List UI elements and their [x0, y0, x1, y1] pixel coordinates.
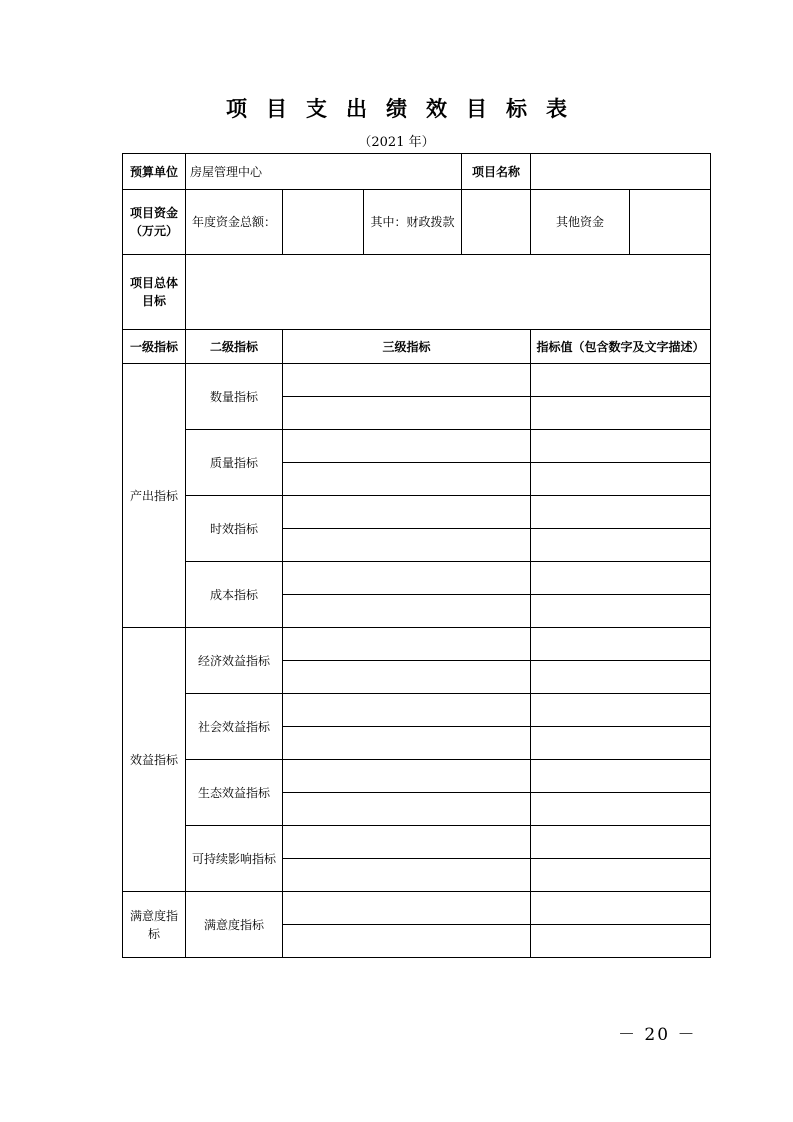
document-year: （2021 年）	[358, 135, 435, 150]
indicator-row	[123, 694, 711, 727]
indicator-row	[123, 892, 711, 925]
level2-indicator: 社会效益指标	[186, 694, 283, 760]
annual-total-label: 年度资金总额：	[186, 190, 283, 255]
level3-indicator-cell	[283, 793, 531, 826]
indicator-value-cell	[531, 859, 711, 892]
level3-indicator-cell	[283, 661, 531, 694]
level3-indicator-cell	[283, 496, 531, 529]
row-goal	[123, 255, 711, 330]
level3-indicator-cell	[283, 529, 531, 562]
level3-indicator-cell	[283, 595, 531, 628]
level1-indicator: 效益指标	[123, 628, 186, 892]
performance-goal-table	[122, 153, 711, 958]
level3-indicator-cell	[283, 694, 531, 727]
other-label: 其他资金	[531, 190, 630, 255]
level3-indicator-cell	[283, 859, 531, 892]
indicator-value-cell	[531, 694, 711, 727]
level1-indicator: 满意度指标	[123, 892, 186, 958]
other-value	[630, 190, 711, 255]
level3-indicator-cell	[283, 925, 531, 958]
goal-value	[186, 255, 711, 330]
project-name-value	[531, 154, 711, 190]
indicator-value-cell	[531, 463, 711, 496]
col-value-header: 指标值（包含数字及文字描述）	[531, 330, 711, 364]
indicator-row	[123, 496, 711, 529]
indicator-value-cell	[531, 826, 711, 859]
level3-indicator-cell	[283, 760, 531, 793]
budget-unit-label: 预算单位	[123, 154, 186, 190]
col-level3-header: 三级指标	[283, 330, 531, 364]
indicator-value-cell	[531, 562, 711, 595]
level3-indicator-cell	[283, 430, 531, 463]
level3-indicator-cell	[283, 892, 531, 925]
indicator-value-cell	[531, 595, 711, 628]
indicator-value-cell	[531, 793, 711, 826]
indicator-row	[123, 430, 711, 463]
indicator-value-cell	[531, 760, 711, 793]
goal-label: 项目总体目标	[123, 255, 186, 330]
indicator-row	[123, 364, 711, 397]
budget-unit-value: 房屋管理中心	[186, 154, 462, 190]
level3-indicator-cell	[283, 397, 531, 430]
annual-total-value	[283, 190, 364, 255]
level2-indicator: 时效指标	[186, 496, 283, 562]
row-column-headers	[123, 330, 711, 364]
page-number: － 20 －	[618, 1025, 697, 1045]
row-funds	[123, 190, 711, 255]
level3-indicator-cell	[283, 826, 531, 859]
indicator-value-cell	[531, 364, 711, 397]
indicator-value-cell	[531, 496, 711, 529]
level2-indicator: 满意度指标	[186, 892, 283, 958]
indicator-row	[123, 760, 711, 793]
document-title: 项目支出绩效目标表	[226, 96, 586, 121]
indicator-value-cell	[531, 727, 711, 760]
level3-indicator-cell	[283, 562, 531, 595]
level3-indicator-cell	[283, 628, 531, 661]
fiscal-value	[462, 190, 531, 255]
level3-indicator-cell	[283, 463, 531, 496]
indicator-value-cell	[531, 661, 711, 694]
indicator-value-cell	[531, 628, 711, 661]
indicator-value-cell	[531, 529, 711, 562]
indicator-value-cell	[531, 430, 711, 463]
project-name-label: 项目名称	[462, 154, 531, 190]
indicator-value-cell	[531, 397, 711, 430]
indicator-value-cell	[531, 925, 711, 958]
level2-indicator: 生态效益指标	[186, 760, 283, 826]
fiscal-label: 其中：财政拨款	[364, 190, 462, 255]
level2-indicator: 成本指标	[186, 562, 283, 628]
level2-indicator: 质量指标	[186, 430, 283, 496]
level2-indicator: 经济效益指标	[186, 628, 283, 694]
indicator-row	[123, 826, 711, 859]
row-budget-unit	[123, 154, 711, 190]
col-level1-header: 一级指标	[123, 330, 186, 364]
level3-indicator-cell	[283, 727, 531, 760]
indicator-row	[123, 628, 711, 661]
level1-indicator: 产出指标	[123, 364, 186, 628]
funds-label: 项目资金（万元）	[123, 190, 186, 255]
col-level2-header: 二级指标	[186, 330, 283, 364]
level2-indicator: 可持续影响指标	[186, 826, 283, 892]
level3-indicator-cell	[283, 364, 531, 397]
level2-indicator: 数量指标	[186, 364, 283, 430]
indicator-row	[123, 562, 711, 595]
indicator-value-cell	[531, 892, 711, 925]
